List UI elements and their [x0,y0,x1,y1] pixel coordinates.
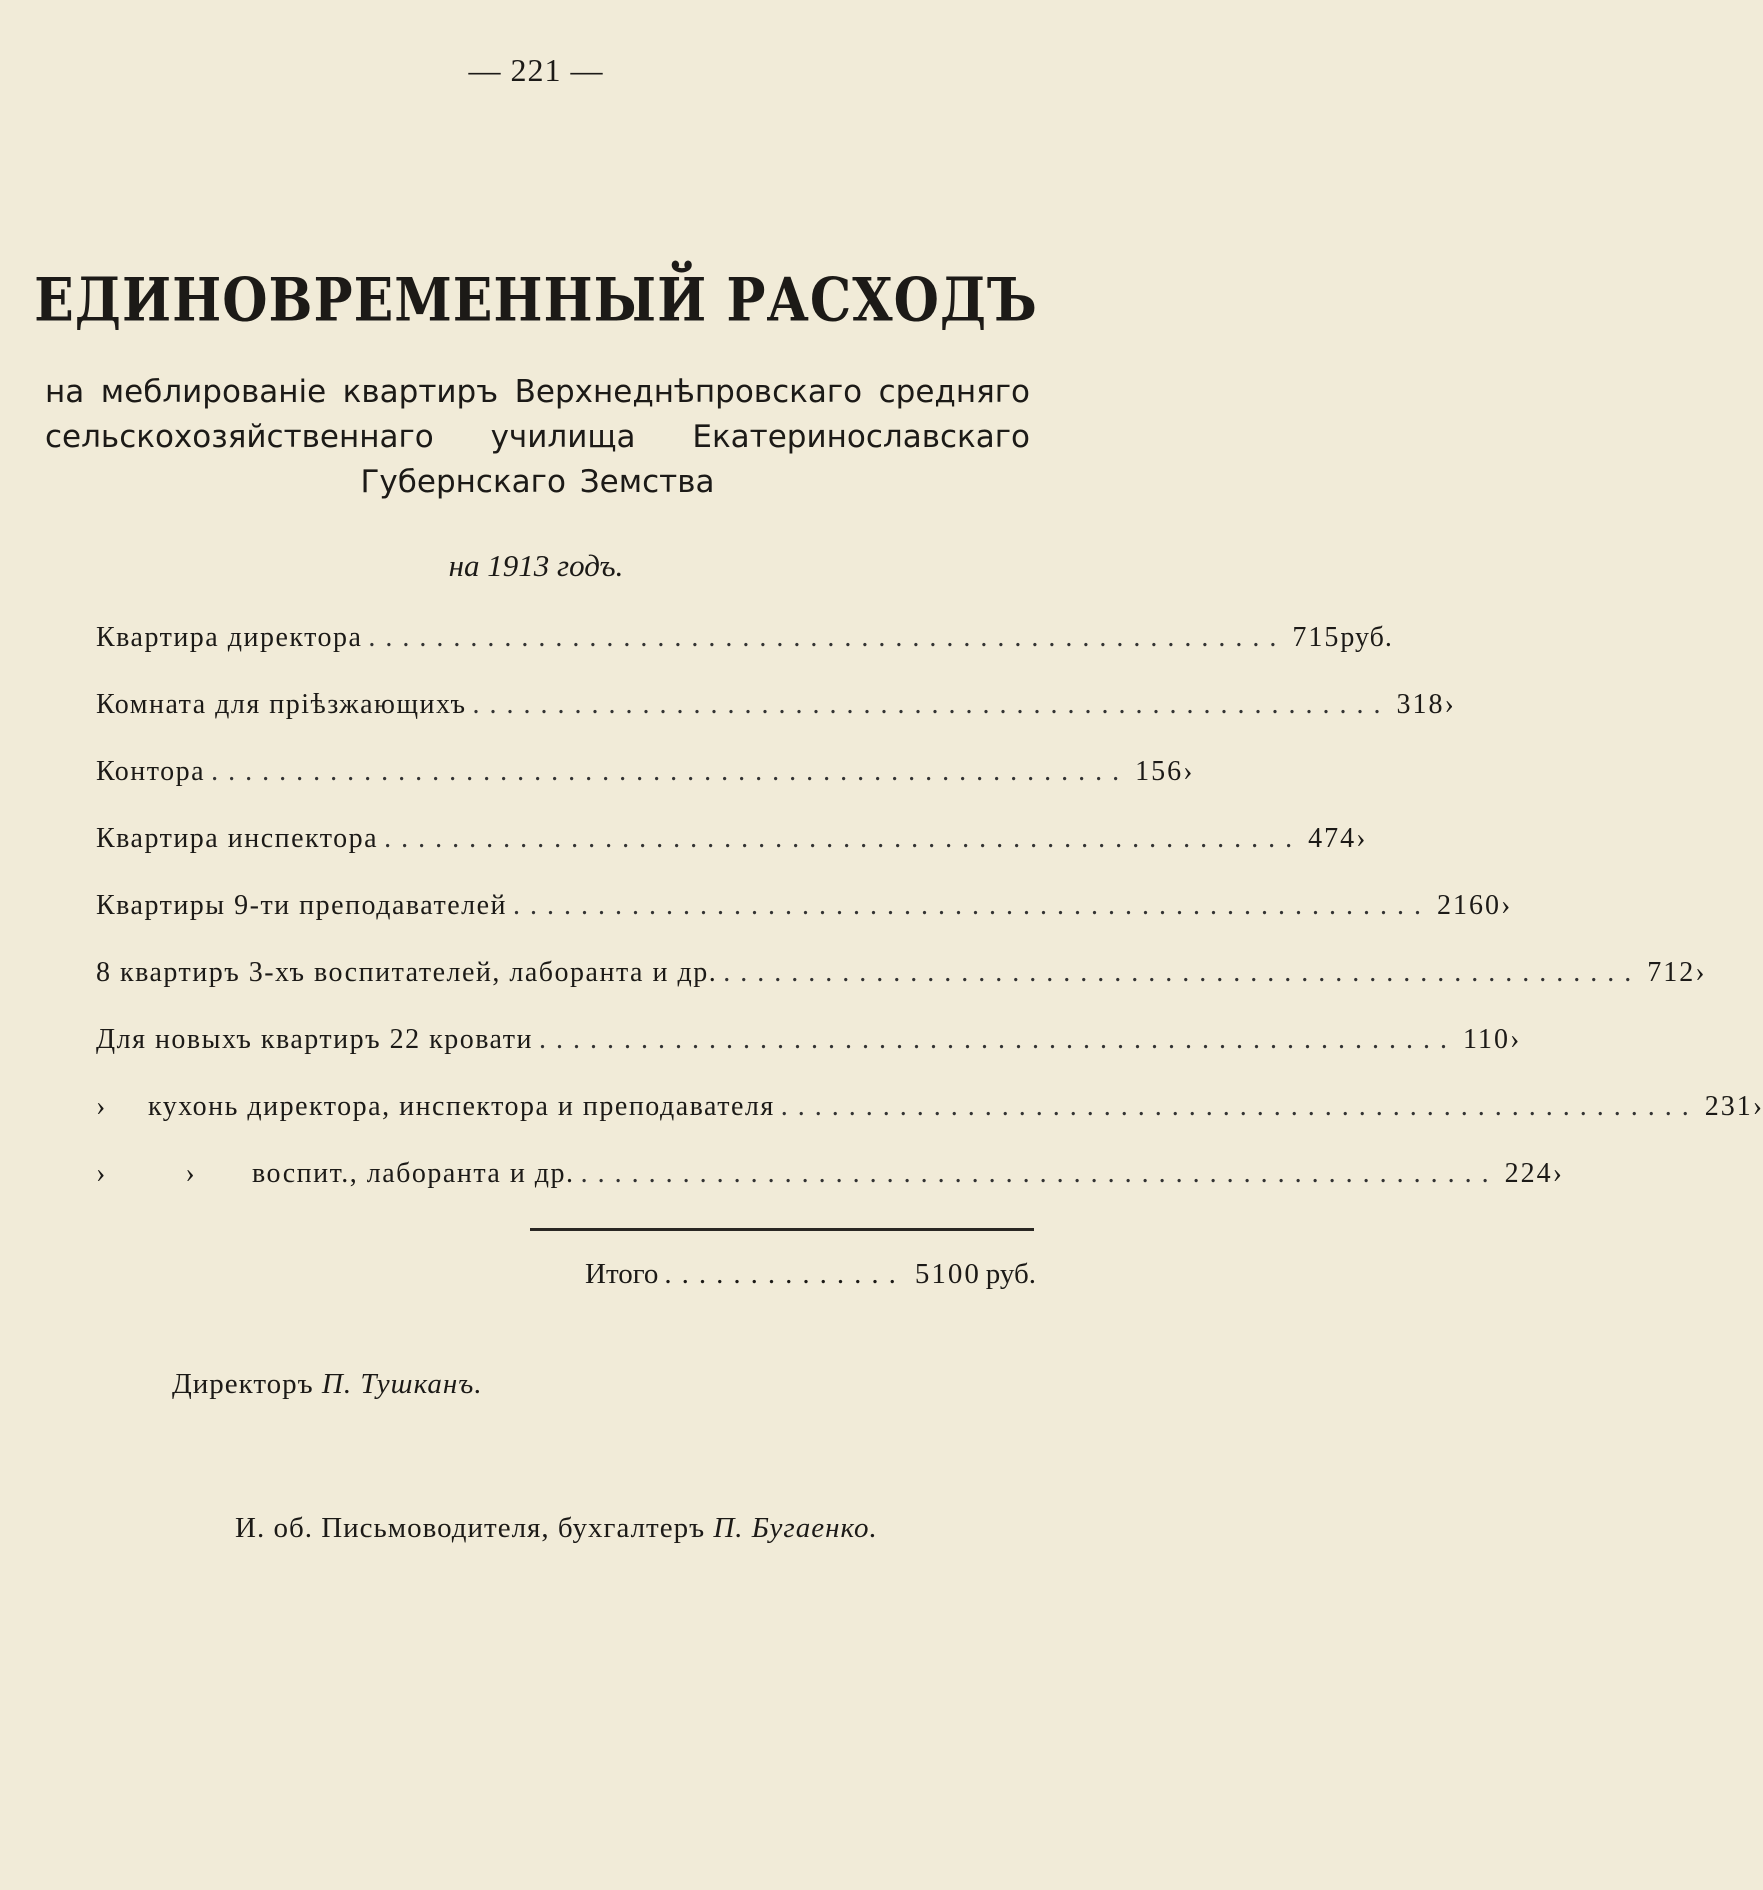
director-signature [172,1368,483,1401]
dot-leader: ...................................................... [472,689,1391,720]
expense-value: 715 [1292,622,1341,653]
dot-leader: .............. [664,1258,906,1290]
expense-label: › › воспит., лаборанта и др. [96,1158,575,1189]
dot-leader: ...................................................... [368,622,1287,653]
expense-label: Для новыхъ квартиръ 22 кровати [96,1024,533,1055]
expense-unit: › [1444,689,1455,720]
expense-row [96,1024,1521,1064]
director-name: П. Тушканъ. [321,1368,483,1400]
dot-leader: ...................................................... [580,1158,1499,1189]
total-unit: руб. [985,1258,1036,1290]
ditto-mark: › › [96,1158,197,1189]
total-rule [530,1228,1034,1231]
expense-value: 2160 [1437,890,1502,921]
ditto-mark: › [96,1091,107,1122]
expense-row [96,890,1512,930]
dot-leader: ...................................................... [538,1024,1457,1055]
expense-label: Контора [96,756,206,787]
expense-label: Квартира директора [96,622,363,653]
expense-row [96,957,1706,997]
expense-unit: › [1509,1024,1521,1055]
page-number: — 221 — [468,52,604,88]
expense-unit: › [1695,957,1706,988]
expense-value: 318 [1396,689,1445,720]
expense-value: 231 [1704,1091,1753,1122]
expense-label: Квартира инспектора [96,823,379,854]
dot-leader: ...................................................... [211,756,1130,787]
document-year: на 1913 годъ. [448,548,624,583]
total-row [585,1258,1036,1298]
expense-row [96,823,1367,863]
expense-value: 224 [1504,1158,1553,1189]
dot-leader: ...................................................... [513,890,1432,921]
expense-unit: › [1356,823,1367,854]
expense-unit: › [1183,756,1194,787]
expense-label: 8 квартиръ 3-хъ воспитателей, лаборанта и др. [96,957,718,988]
expense-row [96,1158,1563,1198]
dot-leader: ...................................................... [723,957,1642,988]
expense-value: 712 [1647,957,1696,988]
total-value: 5100 [914,1258,981,1290]
expense-value: 156 [1135,756,1184,787]
expense-unit: › [1552,1158,1563,1189]
director-title: Директоръ [172,1368,314,1400]
expense-unit: › [1501,890,1512,921]
expense-unit: › [1752,1091,1763,1122]
expense-row [96,1091,1763,1131]
expense-value: 110 [1462,1024,1510,1055]
expense-label: Комната для пріѣзжающихъ [96,689,467,720]
clerk-name: П. Бугаенко. [713,1512,878,1544]
expense-label: Квартиры 9-ти преподавателей [96,890,508,921]
expense-row [96,622,1393,662]
dot-leader: ...................................................... [780,1091,1699,1122]
expense-row [96,689,1455,729]
clerk-signature [235,1512,878,1545]
expense-value: 474 [1308,823,1357,854]
clerk-title: И. об. Письмоводителя, бухгалтеръ [235,1512,706,1544]
document-subtitle: на меблированіе квартиръ Верхнеднѣпровскаго средняго сельскохозяйственнаго училища Екатеринославскаго Губернскаго Земства [45,374,1030,500]
total-label: Итого [585,1258,659,1290]
expense-unit: руб. [1340,622,1393,653]
dot-leader: ...................................................... [384,823,1303,854]
document-title: ЕДИНОВРЕМЕННЫЙ РАСХОДЪ [34,265,1038,336]
expense-label: › кухонь директора, инспектора и преподавателя [96,1091,775,1122]
expense-row [96,756,1194,796]
